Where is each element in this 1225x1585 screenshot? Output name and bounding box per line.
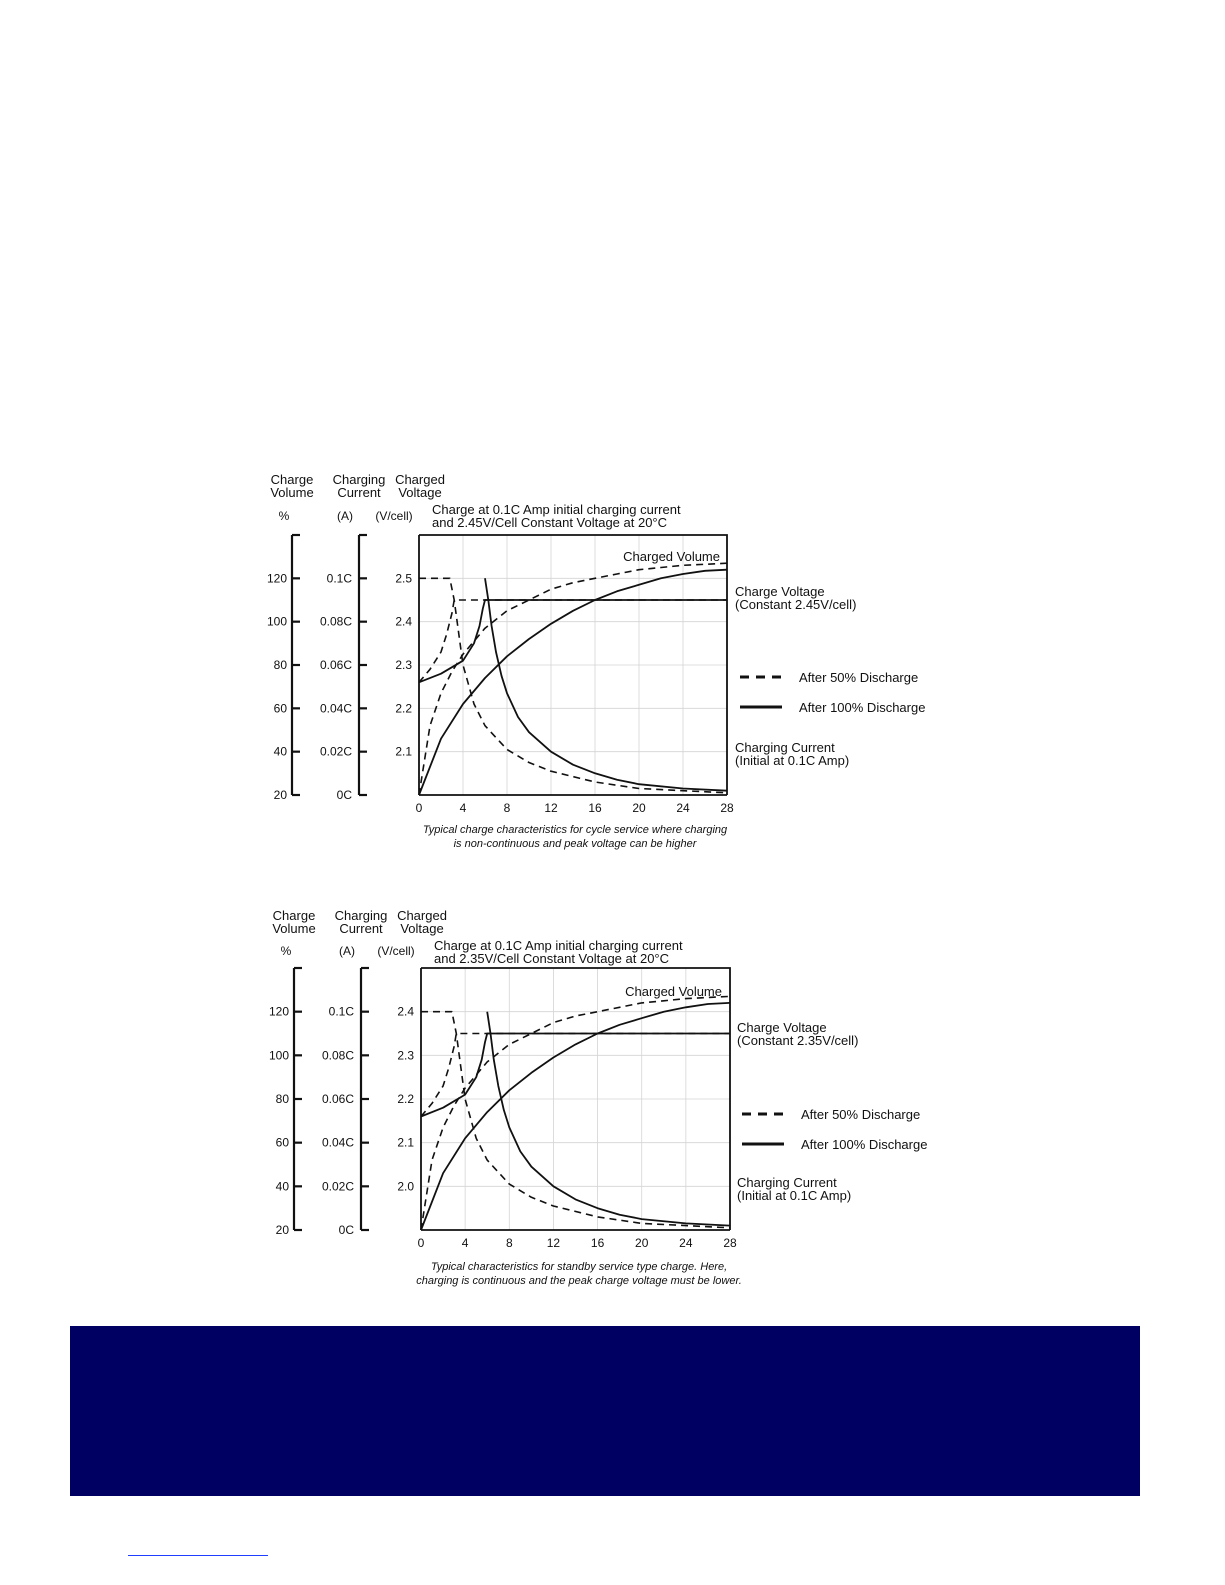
legend-dashed-label: After 50% Discharge bbox=[799, 670, 919, 685]
header-current-line-2: Current bbox=[337, 485, 381, 500]
chart-title-line-1: Charge at 0.1C Amp initial charging current bbox=[432, 502, 681, 517]
unit-volume: % bbox=[278, 509, 290, 523]
caption-line-1: Typical characteristics for standby service type charge. Here, bbox=[430, 1261, 728, 1273]
caption-line-2: charging is continuous and the peak charge voltage must be lower. bbox=[416, 1275, 742, 1287]
header-voltage-line-1: Charged bbox=[397, 908, 447, 923]
volume-tick-label: 80 bbox=[273, 658, 287, 672]
voltage-tick-label: 2.3 bbox=[395, 658, 412, 672]
caption-line-2: is non-continuous and peak voltage can be higher bbox=[453, 838, 697, 850]
volume-tick-label: 120 bbox=[268, 1004, 289, 1019]
x-tick-label: 24 bbox=[676, 801, 690, 815]
current-tick-label: 0.02C bbox=[319, 744, 352, 759]
volume-tick-label: 100 bbox=[268, 1048, 289, 1063]
current-tick-label: 0.1C bbox=[328, 1004, 354, 1019]
footer-band bbox=[70, 1326, 1140, 1496]
unit-current: (A) bbox=[337, 509, 353, 523]
footer-rule bbox=[128, 1555, 268, 1556]
label-charge-voltage-line-1: Charge Voltage bbox=[737, 1020, 827, 1035]
header-voltage-line-2: Voltage bbox=[398, 485, 442, 500]
series-charged_volume-solid bbox=[419, 570, 727, 795]
x-tick-label: 8 bbox=[505, 1236, 513, 1250]
x-tick-label: 0 bbox=[415, 801, 423, 815]
chart-svg bbox=[262, 440, 962, 870]
header-voltage-line-2: Voltage bbox=[400, 921, 444, 936]
caption-line-1: Typical charge characteristics for cycle service where charging bbox=[422, 824, 728, 836]
cycle-service-chart bbox=[262, 440, 962, 870]
chart-title-line-2: and 2.35V/Cell Constant Voltage at 20°C bbox=[434, 951, 670, 966]
chart-title-line-2: and 2.45V/Cell Constant Voltage at 20°C bbox=[432, 515, 668, 530]
label-charge-voltage-line-2: (Constant 2.35V/cell) bbox=[737, 1033, 859, 1048]
x-tick-label: 24 bbox=[679, 1236, 693, 1250]
x-tick-label: 8 bbox=[503, 801, 511, 815]
unit-voltage: (V/cell) bbox=[375, 509, 413, 523]
volume-tick-label: 120 bbox=[266, 571, 287, 586]
volume-tick-label: 20 bbox=[273, 788, 287, 802]
label-charging-current-line-1: Charging Current bbox=[737, 1175, 837, 1190]
series-charged_volume-dashed bbox=[419, 563, 727, 795]
current-tick-label: 0C bbox=[336, 788, 352, 802]
volume-tick-label: 40 bbox=[275, 1179, 289, 1194]
current-tick-label: 0.06C bbox=[319, 658, 352, 672]
header-volume-line-1: Charge bbox=[272, 908, 316, 923]
legend-dashed-label: After 50% Discharge bbox=[801, 1107, 921, 1122]
current-tick-label: 0.08C bbox=[321, 1048, 354, 1063]
label-charged-volume: Charged Volume bbox=[623, 549, 720, 564]
series-charged_volume-solid bbox=[421, 1003, 730, 1230]
label-charge-voltage-line-2: (Constant 2.45V/cell) bbox=[735, 597, 857, 612]
x-tick-label: 12 bbox=[546, 1236, 561, 1250]
x-tick-label: 4 bbox=[461, 1236, 469, 1250]
header-current-line-1: Charging bbox=[332, 472, 386, 487]
unit-current: (A) bbox=[339, 944, 355, 958]
x-tick-label: 4 bbox=[459, 801, 467, 815]
chart-svg bbox=[262, 878, 962, 1308]
current-tick-label: 0.06C bbox=[321, 1092, 354, 1106]
volume-tick-label: 60 bbox=[275, 1135, 289, 1150]
label-charge-voltage-line-1: Charge Voltage bbox=[735, 584, 825, 599]
label-charging-current-line-2: (Initial at 0.1C Amp) bbox=[737, 1188, 852, 1203]
x-tick-label: 28 bbox=[720, 801, 734, 815]
volume-tick-label: 20 bbox=[275, 1223, 289, 1237]
standby-service-chart bbox=[262, 878, 962, 1308]
legend-solid-label: After 100% Discharge bbox=[801, 1137, 928, 1152]
header-current-line-1: Charging bbox=[334, 908, 388, 923]
header-voltage-line-1: Charged bbox=[395, 472, 445, 487]
volume-tick-label: 60 bbox=[273, 701, 287, 716]
header-current-line-2: Current bbox=[339, 921, 383, 936]
voltage-tick-label: 2.3 bbox=[397, 1048, 414, 1063]
series-layer bbox=[421, 996, 730, 1230]
volume-tick-label: 80 bbox=[275, 1092, 289, 1106]
voltage-tick-label: 2.5 bbox=[395, 571, 412, 586]
current-tick-label: 0.02C bbox=[321, 1179, 354, 1194]
series-charged_volume-dashed bbox=[421, 996, 730, 1230]
voltage-tick-label: 2.1 bbox=[395, 744, 412, 759]
x-tick-label: 16 bbox=[588, 801, 602, 815]
label-charging-current-line-1: Charging Current bbox=[735, 740, 835, 755]
x-tick-label: 12 bbox=[544, 801, 558, 815]
volume-tick-label: 100 bbox=[266, 614, 287, 629]
x-tick-label: 20 bbox=[632, 801, 646, 815]
x-tick-label: 0 bbox=[417, 1236, 425, 1250]
x-tick-label: 20 bbox=[635, 1236, 649, 1250]
current-tick-label: 0.08C bbox=[319, 614, 352, 629]
voltage-tick-label: 2.4 bbox=[395, 614, 412, 629]
unit-voltage: (V/cell) bbox=[377, 944, 415, 958]
label-charged-volume: Charged Volume bbox=[625, 984, 722, 999]
voltage-tick-label: 2.0 bbox=[397, 1179, 414, 1194]
header-volume-line-2: Volume bbox=[270, 485, 314, 500]
current-tick-label: 0.04C bbox=[321, 1135, 354, 1150]
unit-volume: % bbox=[280, 944, 292, 958]
voltage-tick-label: 2.2 bbox=[395, 701, 412, 716]
voltage-tick-label: 2.2 bbox=[397, 1092, 414, 1106]
legend-solid-label: After 100% Discharge bbox=[799, 700, 926, 715]
x-tick-label: 16 bbox=[590, 1236, 605, 1250]
voltage-tick-label: 2.4 bbox=[397, 1004, 414, 1019]
voltage-tick-label: 2.1 bbox=[397, 1135, 414, 1150]
current-tick-label: 0.04C bbox=[319, 701, 352, 716]
chart-title-line-1: Charge at 0.1C Amp initial charging current bbox=[434, 938, 683, 953]
label-charging-current-line-2: (Initial at 0.1C Amp) bbox=[735, 753, 850, 768]
volume-tick-label: 40 bbox=[273, 744, 287, 759]
series-layer bbox=[419, 563, 727, 795]
current-tick-label: 0.1C bbox=[326, 571, 352, 586]
x-tick-label: 28 bbox=[723, 1236, 737, 1250]
current-tick-label: 0C bbox=[338, 1223, 354, 1237]
header-volume-line-2: Volume bbox=[272, 921, 316, 936]
header-volume-line-1: Charge bbox=[270, 472, 314, 487]
